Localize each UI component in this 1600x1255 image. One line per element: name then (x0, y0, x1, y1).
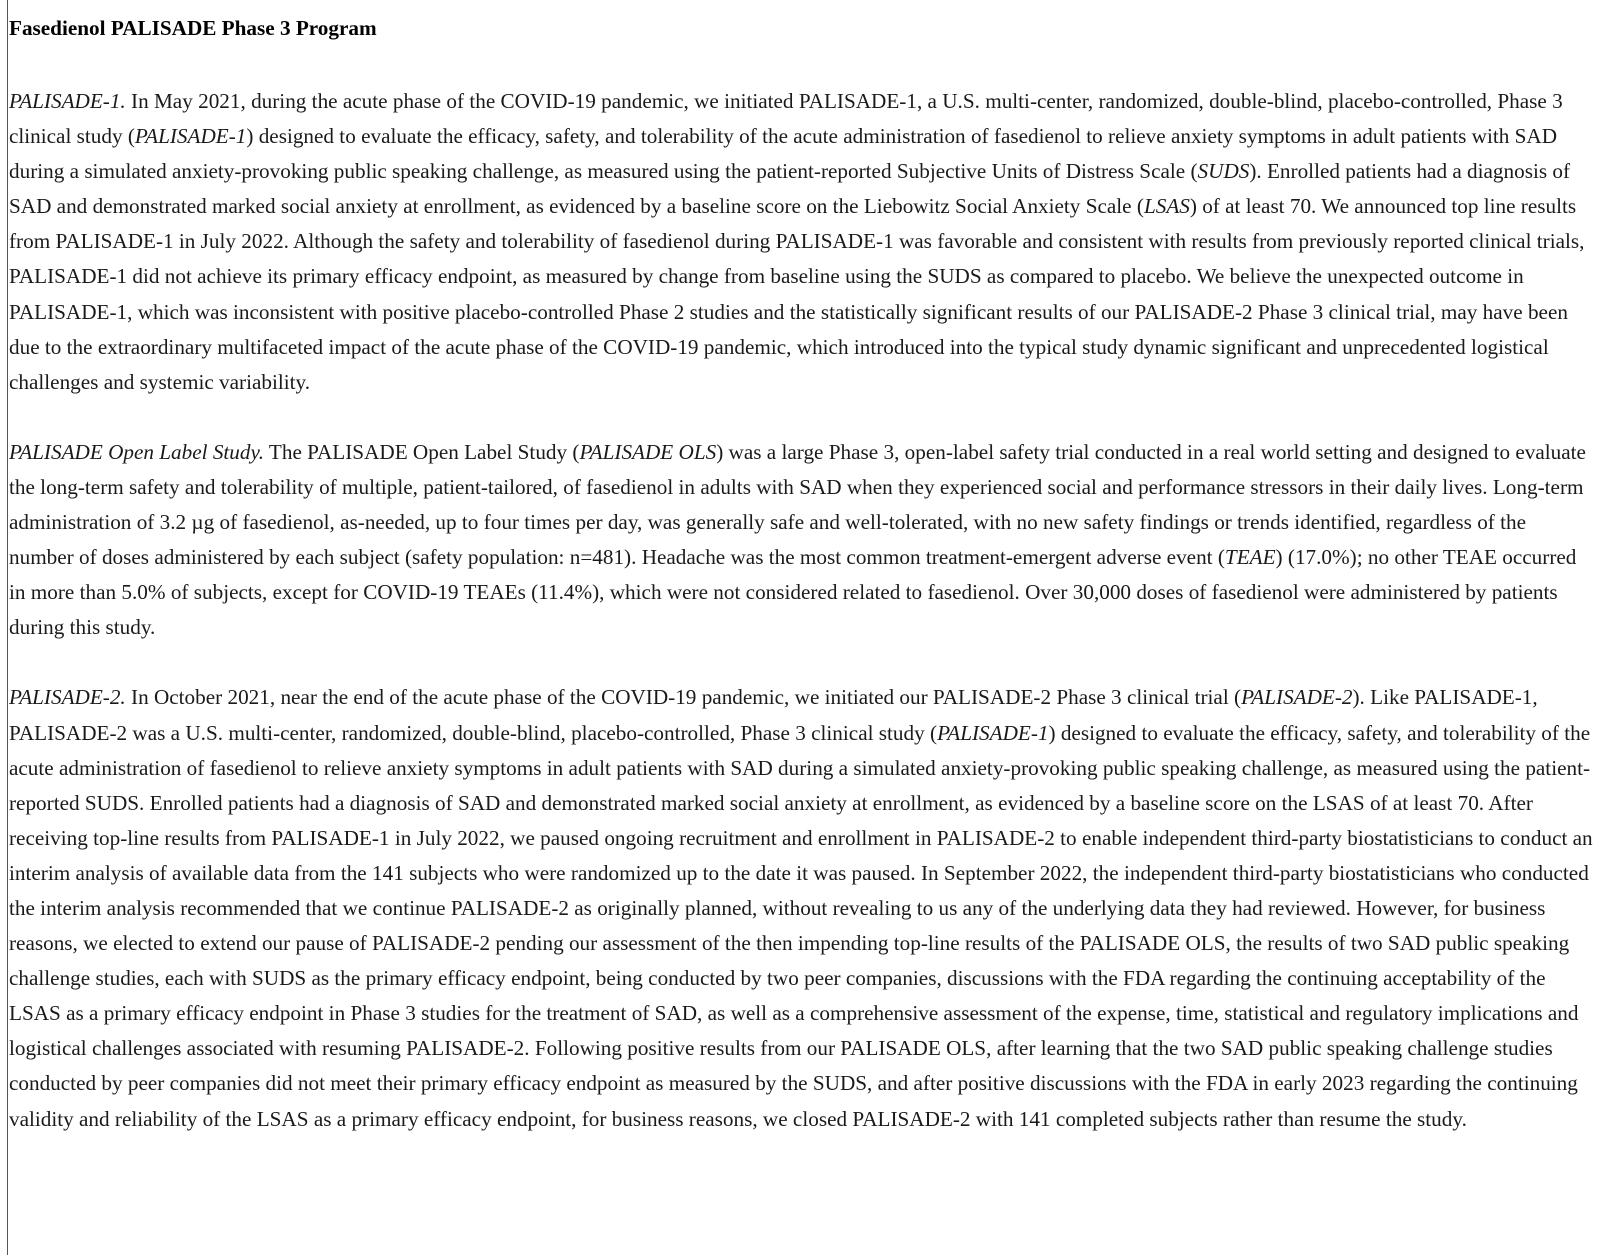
text-run: ). Like PALISADE-1, PALISADE-2 was a U.S. multi-center, randomized, double-blind, placebo-controlled, Phase 3 clinical study ( (9, 685, 1538, 745)
paragraph-palisade-ols (9, 435, 1595, 646)
text-run: ) (17.0%); no other TEAE occurred in more than 5.0% of subjects, except for COVID-19 TEAEs (11.4%), which were not considered related to fasedienol. Over 30,000 doses of fasedienol were administered by patients during this study. (9, 545, 1577, 640)
paragraph-palisade-1 (9, 84, 1595, 400)
italic-text-run: LSAS (1143, 194, 1190, 219)
text-run: ). Enrolled patients had a diagnosis of SAD and demonstrated marked social anxiety at enrollment, as evidenced by a baseline score on the Liebowitz Social Anxiety Scale ( (9, 159, 1571, 219)
text-run: ) designed to evaluate the efficacy, safety, and tolerability of the acute administration of fasedienol to relieve anxiety symptoms in adult patients with SAD during a simulated anxiety-provoking public speaking challenge, as measured using the patient-reported SUDS. Enrolled patients had a diagnosis of SAD and demonstrated marked social anxiety at enrollment, as evidenced by a baseline score on the LSAS of at least 70. After receiving top-line results from PALISADE-1 in July 2022, we paused ongoing recruitment and enrollment in PALISADE-2 to enable independent third-party biostatisticians to conduct an interim analysis of available data from the 141 subjects who were randomized up to the date it was paused. In September 2022, the independent third-party biostatisticians who conducted the interim analysis recommended that we continue PALISADE-2 as originally planned, without revealing to us any of the underlying data they had reviewed. However, for business reasons, we elected to extend our pause of PALISADE-2 pending our assessment of the then impending top-line results of the PALISADE OLS, the results of two SAD public speaking challenge studies, each with SUDS as the primary efficacy endpoint, being conducted by two peer companies, discussions with the FDA regarding the continuing acceptability of the LSAS as a primary efficacy endpoint in Phase 3 studies for the treatment of SAD, as well as a comprehensive assessment of the expense, time, statistical and regulatory implications and logistical challenges associated with resuming PALISADE-2. Following positive results from our PALISADE OLS, after learning that the two SAD public speaking challenge studies conducted by peer companies did not meet their primary efficacy endpoint as measured by the SUDS, and after positive discussions with the FDA in early 2023 regarding the continuing validity and reliability of the LSAS as a primary efficacy endpoint, for business reasons, we closed PALISADE-2 with 141 completed subjects rather than resume the study. (9, 720, 1593, 1131)
italic-text-run: PALISADE-2. (9, 685, 126, 710)
text-run: In May 2021, during the acute phase of the COVID-19 pandemic, we initiated PALISADE-1, a U.S. multi-center, randomized, double-blind, placebo-controlled, Phase 3 clinical study ( (9, 89, 1563, 149)
document-title: Fasedienol PALISADE Phase 3 Program (9, 16, 377, 40)
title-spacer (9, 42, 1595, 84)
text-run: ) designed to evaluate the efficacy, safety, and tolerability of the acute administration of fasedienol to relieve anxiety symptoms in adult patients with SAD during a simulated anxiety-provoking public speaking challenge, as measured using the patient-reported Subjective Units of Distress Scale ( (9, 124, 1558, 184)
italic-text-run: PALISADE-2 (1241, 685, 1353, 710)
italic-text-run: PALISADE-1 (937, 720, 1049, 745)
italic-text-run: PALISADE-1. (9, 89, 126, 113)
document-body (9, 14, 1595, 1137)
text-run: ) was a large Phase 3, open-label safety trial conducted in a real world setting and designed to evaluate the long-term safety and tolerability of multiple, patient-tailored, of fasedienol in adults with SAD when they experienced social and performance stressors in their daily lives. Long-term administration of 3.2 µg of fasedienol, as-needed, up to four times per day, was generally safe and well-tolerated, with no new safety findings or trends identified, regardless of the number of doses administered by each subject (safety population: n=481). Headache was the most common treatment-emergent adverse event ( (9, 439, 1586, 570)
italic-text-run: SUDS (1197, 159, 1250, 184)
text-run: ) of at least 70. We announced top line results from PALISADE-1 in July 2022. Although the safety and tolerability of fasedienol during PALISADE-1 was favorable and consistent with results from previously reported clinical trials, PALISADE-1 did not achieve its primary efficacy endpoint, as measured by change from baseline using the SUDS as compared to placebo. We believe the unexpected outcome in PALISADE-1, which was inconsistent with positive placebo-controlled Phase 2 studies and the statistically significant results of our PALISADE-2 Phase 3 clinical trial, may have been due to the extraordinary multifaceted impact of the acute phase of the COVID-19 pandemic, which introduced into the typical study dynamic significant and unprecedented logistical challenges and systemic variability. (9, 194, 1585, 394)
text-run: The PALISADE Open Label Study ( (264, 439, 580, 464)
text-run: In October 2021, near the end of the acute phase of the COVID-19 pandemic, we initiated our PALISADE-2 Phase 3 clinical trial ( (125, 685, 1242, 710)
italic-text-run: TEAE (1224, 545, 1276, 570)
paragraph-spacer (9, 400, 1595, 435)
left-border-rule (7, 0, 8, 1255)
paragraph-spacer (9, 645, 1595, 680)
italic-text-run: PALISADE OLS (579, 439, 717, 464)
italic-text-run: PALISADE-1 (134, 124, 247, 149)
italic-text-run: PALISADE Open Label Study. (9, 439, 265, 464)
paragraph-palisade-2 (9, 680, 1595, 1136)
